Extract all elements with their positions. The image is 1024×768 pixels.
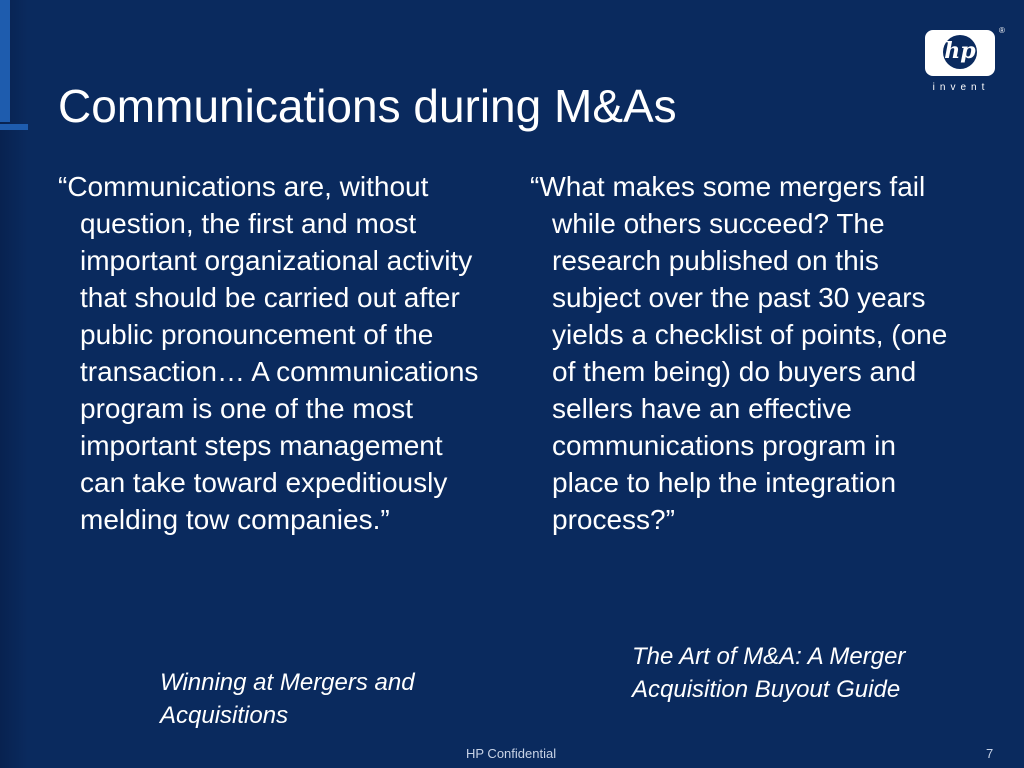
hp-logo bbox=[925, 26, 1005, 98]
hp-logo-mark: hp bbox=[943, 35, 977, 69]
quote-right: “What makes some mergers fail while others succeed? The research published on this subject over the past 30 years yields a checklist of points, (one of them being) do buyers and sellers have an effective communications program in place to help the integration process?” bbox=[530, 171, 948, 535]
accent-bar bbox=[0, 0, 10, 122]
slide-title: Communications during M&As bbox=[58, 80, 677, 132]
registered-mark: ® bbox=[999, 26, 1005, 35]
footer-confidential: HP Confidential bbox=[466, 746, 557, 761]
source-left: Winning at Mergers and Acquisitions bbox=[160, 669, 415, 729]
quote-left: “Communications are, without question, the first and most important organizational activity that should be carried out after public pronouncement of the transaction… A communications program is one of the most important steps management can take toward expeditiously melding tow companies.” bbox=[58, 171, 479, 535]
source-right: The Art of M&A: A Merger Acquisition Buyout Guide bbox=[632, 643, 906, 703]
page-number: 7 bbox=[986, 746, 994, 761]
hp-logo-tagline: invent bbox=[932, 82, 990, 93]
hp-logo-badge bbox=[925, 30, 995, 76]
accent-divider bbox=[0, 124, 28, 130]
